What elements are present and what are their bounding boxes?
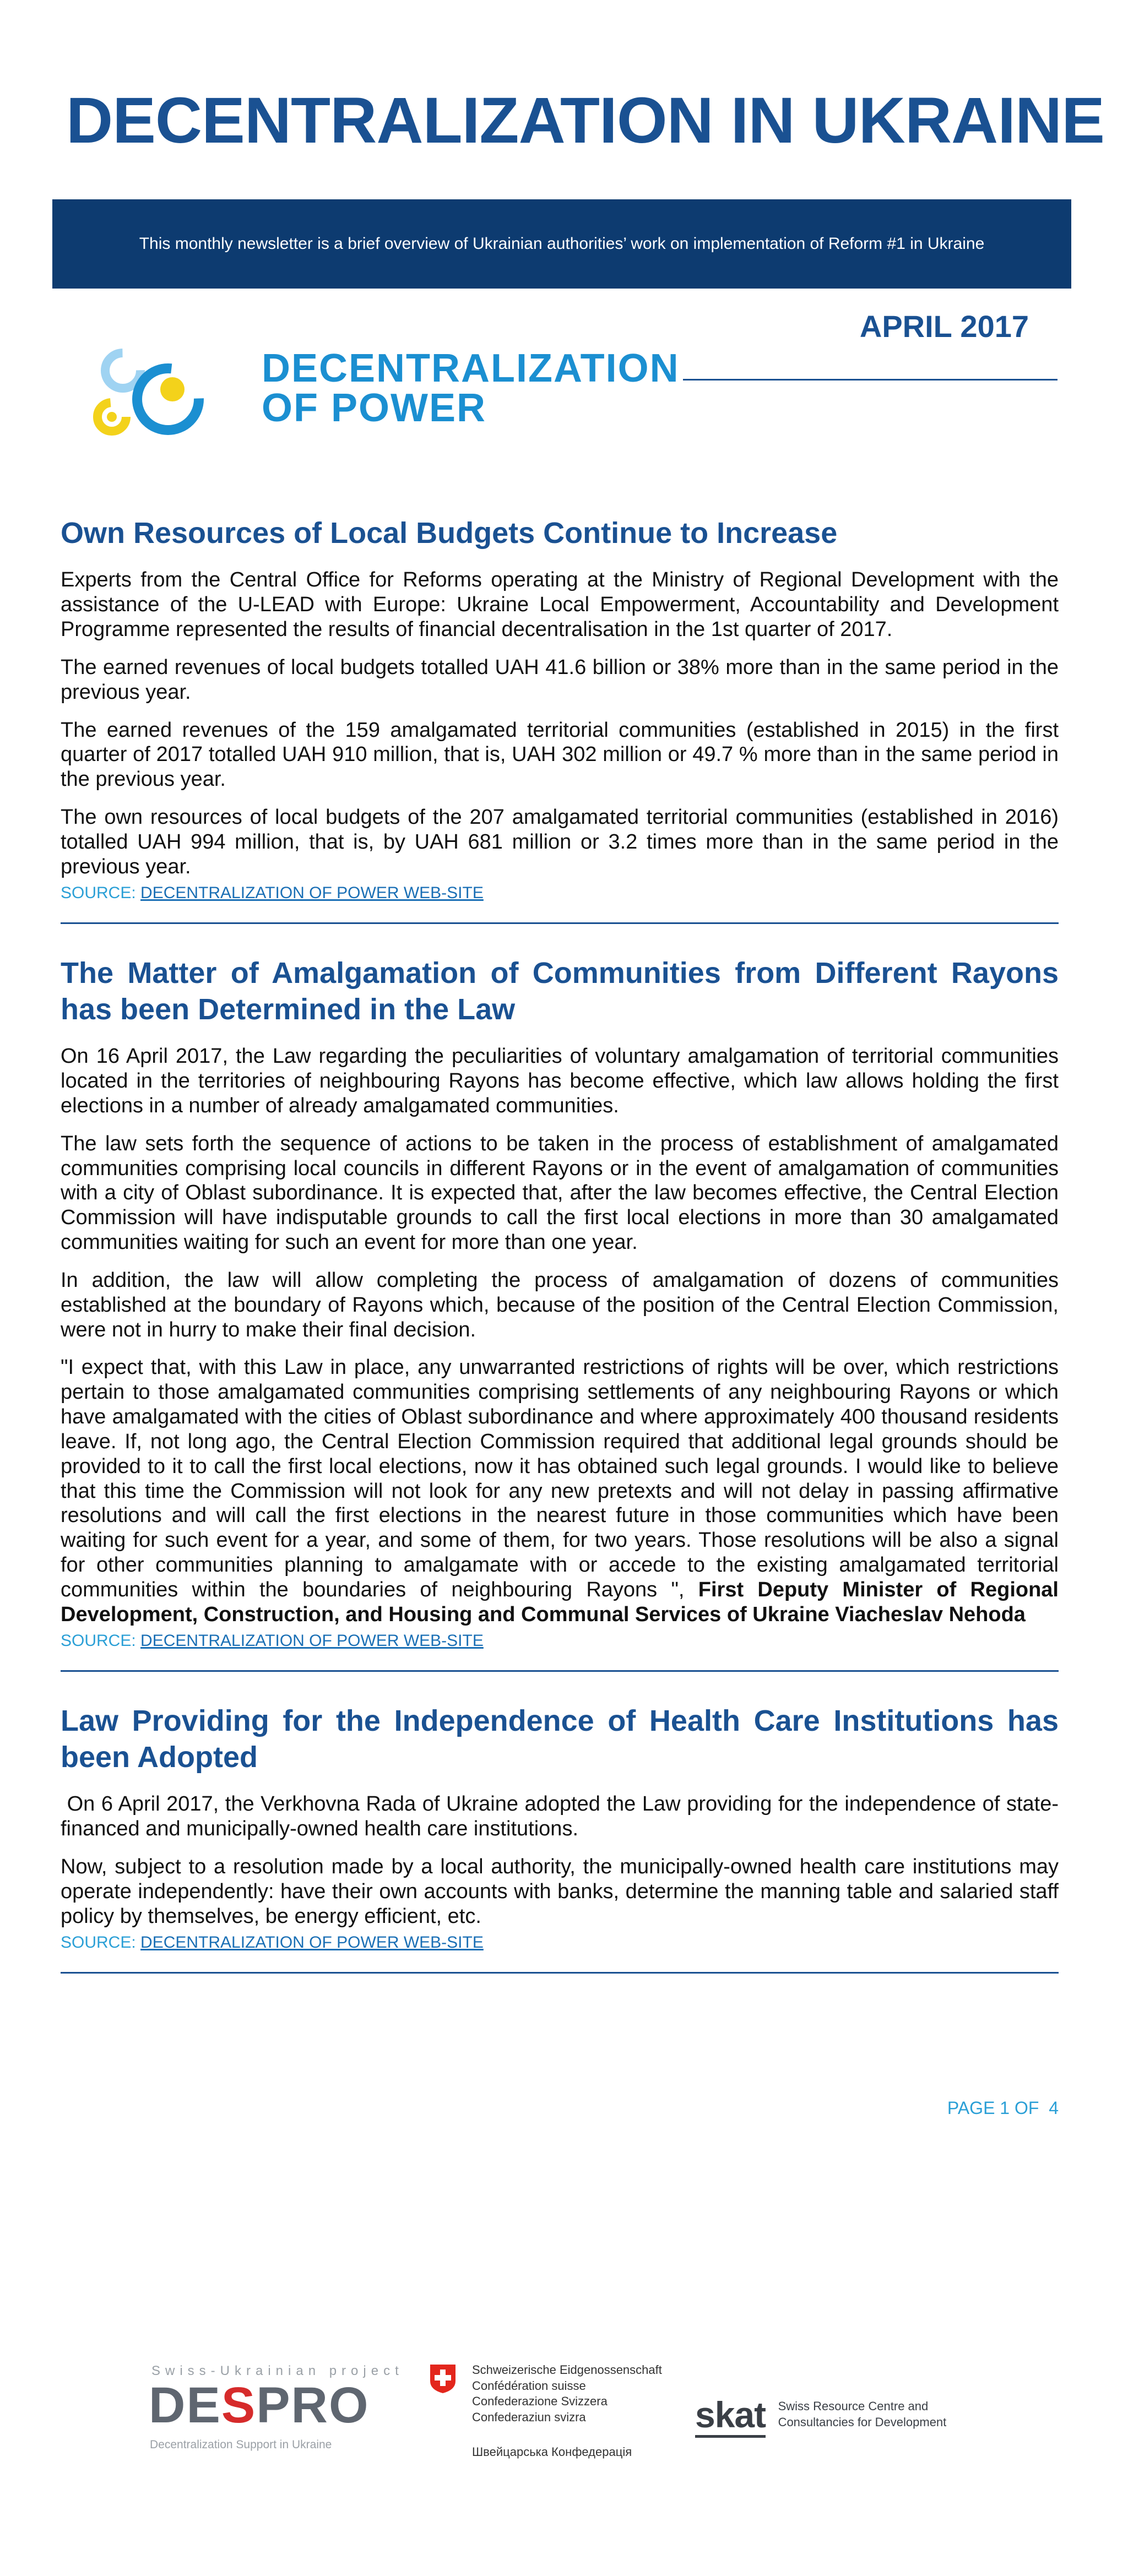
issue-date: APRIL 2017 [859,309,1029,344]
skat-logo: skat Swiss Resource Centre and Consultancies for Development [695,2396,946,2433]
article-paragraph: The earned revenues of the 159 amalgamated territorial communities (established in 2015) in the first quarter of 2017 totalled UAH 910 million, that is, UAH 302 million or 49.7 % more than in the same period in the previous year. [61,718,1059,791]
article-paragraph: The earned revenues of local budgets totalled UAH 41.6 billion or 38% more than in the same period in the previous year. [61,655,1059,704]
article-own-resources [61,515,1059,903]
article-quote: "I expect that, with this Law in place, any unwarranted restrictions of rights will be over, which restrictions pertain to those amalgamated communities comprising settlements of any neighbouring Rayons or which have amalgamated with the cities of Oblast subordinance and where approximately 400 thousand residents leave. If, not long ago, the Central Election Commission required that additional legal grounds should be provided to it to call the first local elections, now it has obtained such legal grounds. I would like to believe that this time the Commission will not look for any new pretexts and will not delay in passing affirmative resolutions and will call the first elections in the nearest future in those communities which have been waiting for such event for a year, and some of them, for two years. Those resolutions will be also a signal for other communities planning to amalgamate with or accede to the existing amalgamated territorial communities within the boundaries of neighbouring Rayons ", First Deputy Minister of Regional Development, Construction, and Housing and Communal Services of Ukraine Viacheslav Nehoda [61,1356,1059,1626]
article-paragraph: Now, subject to a resolution made by a local authority, the municipally-owned health care institutions may operate independently: have their own accounts with banks, determine the manning table and salaried staff policy by themselves, be energy efficient, etc. [61,1855,1059,1928]
article-health-care-law [61,1703,1059,1952]
page-number: PAGE 1 OF 4 [947,2098,1059,2118]
swiss-line: Confederazione Svizzera [472,2394,608,2409]
despro-logo: DESPRO [149,2377,370,2433]
article-title: Law Providing for the Independence of Health Care Institutions has been Adopted [61,1704,1059,1774]
quote-author: First Deputy Minister of Regional Development, Construction, and Housing and Communal Services of Ukraine Viacheslav Nehoda [61,1578,1059,1626]
article-paragraph: On 16 April 2017, the Law regarding the peculiarities of voluntary amalgamation of territorial communities located in the territories of neighbouring Rayons has become effective, which law allows holding the first elections in a number of already amalgamated communities. [61,1045,1059,1117]
swiss-line: Confederaziun svizra [472,2410,586,2424]
article-source: SOURCE: DECENTRALIZATION OF POWER WEB-SITE [61,1933,484,1952]
section-divider [61,922,1059,924]
article-paragraph: In addition, the law will allow completing the process of amalgamation of dozens of communities established at the boundary of Rayons which, because of the position of the Central Election Commission, were not in hurry to make their final decision. [61,1268,1059,1341]
despro-subtitle: Decentralization Support in Ukraine [150,2438,332,2451]
section-divider [61,1972,1059,1974]
article-paragraph: The law sets forth the sequence of actions to be taken in the process of establishment of amalgamated communities comprising local councils in different Rayons or in the event of amalgamation of communities with a city of Oblast subordinance. It is expected that, after the law becomes effective, the Central Election Commission will have indisputable grounds to call the first local elections in more than 30 amalgamated communities waiting for such an event for more than one year. [61,1132,1059,1254]
article-title: Own Resources of Local Budgets Continue to Increase [61,517,838,550]
source-link[interactable]: DECENTRALIZATION OF POWER WEB-SITE [140,1933,484,1952]
source-link[interactable]: DECENTRALIZATION OF POWER WEB-SITE [140,1631,484,1650]
article-paragraph: On 6 April 2017, the Verkhovna Rada of Ukraine adopted the Law providing for the independence of state-financed and municipally-owned health care institutions. [61,1792,1059,1841]
logo-text: DECENTRALIZATION OF POWER [262,346,680,430]
newsletter-banner [52,199,1071,289]
article-amalgamation-law [61,955,1059,1650]
swiss-flag-icon [427,2362,459,2394]
swiss-line: Schweizerische Eidgenossenschaft [472,2363,662,2377]
decentralization-logo-icon [80,339,256,443]
despro-tagline: Swiss-Ukrainian project [151,2363,404,2378]
article-source: SOURCE: DECENTRALIZATION OF POWER WEB-SITE [61,1631,484,1650]
article-title: The Matter of Amalgamation of Communities from Different Rayons has been Determined in the Law [61,956,1059,1026]
article-paragraph: The own resources of local budgets of the 207 amalgamated territorial communities (established in 2016) totalled UAH 994 million, that is, by UAH 681 million or 3.2 times more than in the same period in the previous year. [61,806,1059,878]
article-paragraph: Experts from the Central Office for Reforms operating at the Ministry of Regional Development with the assistance of the U-LEAD with Europe: Ukraine Local Empowerment, Accountability and Development Programme represented the results of financial decentralisation in the 1st quarter of 2017. [61,568,1059,642]
swiss-confederation-logo [427,2362,669,2472]
article-source: SOURCE: DECENTRALIZATION OF POWER WEB-SITE [61,883,484,902]
banner-text: This monthly newsletter is a brief overview of Ukrainian authorities’ work on implementation of Reform #1 in Ukraine [139,235,985,253]
newsletter-content [61,515,1059,2004]
swiss-ua-label: Швейцарська Конфедерація [472,2445,632,2459]
swiss-line: Confédération suisse [472,2378,586,2393]
page-title: DECENTRALIZATION IN UKRAINE [66,84,1104,157]
footer-logos [0,2346,1128,2467]
date-divider [683,379,1058,381]
source-link[interactable]: DECENTRALIZATION OF POWER WEB-SITE [140,883,484,902]
section-divider [61,1670,1059,1672]
decentralization-logo [80,339,680,443]
